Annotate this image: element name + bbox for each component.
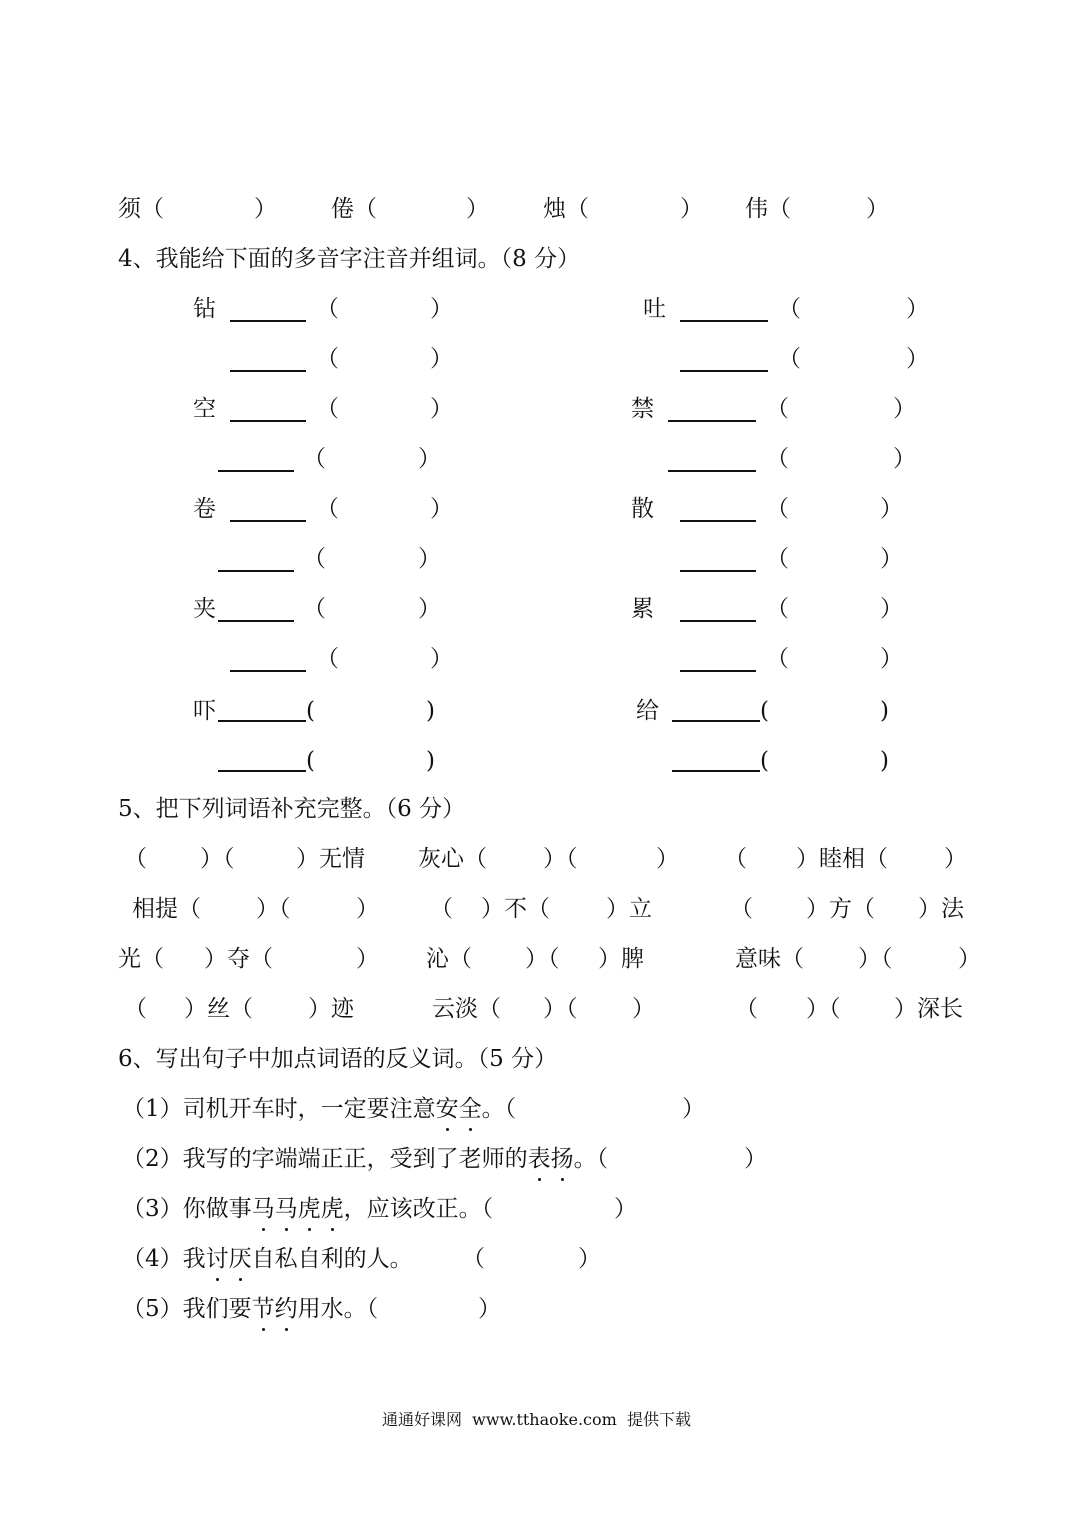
- q5-fragment: ）迹: [308, 996, 354, 1022]
- answer-blank[interactable]: [680, 520, 756, 522]
- dotted-char: 虎: [320, 1196, 344, 1222]
- answer-blank[interactable]: [230, 520, 306, 522]
- q4-char-juan: 卷: [193, 496, 216, 522]
- q5-fragment: （: [430, 896, 453, 922]
- q5-fragment: ）（: [543, 846, 578, 872]
- q6-sentence-4: [122, 1244, 413, 1274]
- paren-open: (: [760, 748, 769, 774]
- dotted-char: 扬: [550, 1146, 574, 1172]
- answer-blank[interactable]: [230, 370, 306, 372]
- q5-fragment: （: [730, 896, 753, 922]
- q5-title: 5、把下列词语补充完整。（6 分）: [118, 796, 466, 822]
- answer-blank[interactable]: [218, 570, 294, 572]
- paren-close: ）: [418, 446, 441, 472]
- paren-close: ）: [682, 1096, 705, 1122]
- paren-close: ）: [880, 596, 903, 622]
- char-wei: 伟（: [745, 196, 791, 222]
- q4-char-jin: 禁: [631, 396, 654, 422]
- q6-sentence-5: [122, 1294, 378, 1324]
- q6-sentence-2: [122, 1144, 608, 1174]
- paren-close: ）: [430, 646, 453, 672]
- q4-title: 4、我能给下面的多音字注音并组词。（8 分）: [118, 246, 581, 272]
- q5-fragment: ）: [356, 896, 379, 922]
- dotted-char: 马: [251, 1196, 275, 1222]
- sentence-text: （5）我们要: [122, 1296, 252, 1322]
- paren-open: (: [760, 698, 769, 724]
- q4-char-lei: 累: [631, 596, 654, 622]
- q5-fragment: ）（: [543, 996, 578, 1022]
- q5-fragment: 相提（: [132, 896, 201, 922]
- q5-fragment: ）脾: [598, 946, 644, 972]
- q5-fragment: ）: [944, 846, 967, 872]
- paren-open: （: [766, 446, 789, 472]
- sentence-text: 自私自利的人。: [251, 1246, 413, 1272]
- paren-close: ）: [466, 196, 489, 222]
- paren-close: ）: [430, 346, 453, 372]
- q5-fragment: ）丝（: [184, 996, 253, 1022]
- dotted-char: 讨: [205, 1246, 229, 1272]
- q5-fragment: ）深长: [894, 996, 963, 1022]
- paren-close: ）: [680, 196, 703, 222]
- answer-blank[interactable]: [680, 620, 756, 622]
- q5-fragment: ）（: [256, 896, 291, 922]
- paren-close: ）: [578, 1246, 601, 1272]
- paren-open: （: [778, 296, 801, 322]
- answer-blank[interactable]: [672, 770, 760, 772]
- dotted-char: 厌: [228, 1246, 252, 1272]
- answer-blank[interactable]: [230, 320, 306, 322]
- paren-close: ）: [744, 1146, 767, 1172]
- paren-open: （: [766, 596, 789, 622]
- paren-close: ): [426, 698, 435, 724]
- q5-fragment: （: [124, 846, 147, 872]
- paren-close: ）: [430, 296, 453, 322]
- sentence-text: （2）我写的字端端正正，受到了老师的: [122, 1146, 528, 1172]
- paren-close: ）: [893, 446, 916, 472]
- q5-fragment: （: [735, 996, 758, 1022]
- sentence-text: （3）你做事: [122, 1196, 252, 1222]
- paren-open: （: [766, 546, 789, 572]
- footer-credit: 通通好课网 www.tthaoke.com 提供下载: [382, 1410, 691, 1429]
- q5-fragment: ）: [656, 846, 679, 872]
- char-xu: 须（: [118, 196, 164, 222]
- answer-blank[interactable]: [680, 320, 768, 322]
- q4-char-jia: 夹: [193, 596, 216, 622]
- q5-fragment: 光（: [118, 946, 164, 972]
- answer-blank[interactable]: [680, 570, 756, 572]
- sentence-text: （1）司机开车时，一定要注意: [122, 1096, 436, 1122]
- dotted-char: 全: [458, 1096, 482, 1122]
- paren-open: （: [778, 346, 801, 372]
- q4-char-xia: 吓: [193, 698, 216, 724]
- paren-close: ）: [866, 196, 889, 222]
- q5-fragment: ）立: [606, 896, 652, 922]
- q4-char-gei: 给: [636, 698, 659, 724]
- dotted-char: 约: [274, 1296, 298, 1322]
- paren-close: ）: [478, 1296, 501, 1322]
- q5-fragment: ）（: [858, 946, 893, 972]
- paren-open: （: [462, 1246, 485, 1272]
- paren-open: （: [316, 496, 339, 522]
- q5-fragment: ）法: [918, 896, 964, 922]
- q5-fragment: （: [124, 996, 147, 1022]
- q5-fragment: 意味（: [735, 946, 804, 972]
- paren-close: ): [426, 748, 435, 774]
- paren-close: ）: [254, 196, 277, 222]
- paren-close: ）: [418, 546, 441, 572]
- paren-close: ): [880, 698, 889, 724]
- paren-close: ）: [430, 496, 453, 522]
- dotted-char: 表: [527, 1146, 551, 1172]
- dotted-char: 马: [274, 1196, 298, 1222]
- q5-fragment: ）夺（: [204, 946, 273, 972]
- dotted-char: 安: [435, 1096, 459, 1122]
- answer-blank[interactable]: [680, 670, 756, 672]
- answer-blank[interactable]: [680, 370, 768, 372]
- paren-open: （: [316, 646, 339, 672]
- q5-fragment: （: [724, 846, 747, 872]
- dotted-char: 虎: [297, 1196, 321, 1222]
- answer-blank[interactable]: [218, 770, 306, 772]
- paren-open: （: [766, 496, 789, 522]
- answer-blank[interactable]: [672, 720, 760, 722]
- q5-fragment: ）（: [200, 846, 235, 872]
- q5-fragment: ）方（: [806, 896, 875, 922]
- q4-char-zuan: 钻: [193, 296, 216, 322]
- sentence-text: （4）我: [122, 1246, 206, 1272]
- paren-open: （: [766, 396, 789, 422]
- paren-close: ）: [614, 1196, 637, 1222]
- answer-blank[interactable]: [668, 420, 756, 422]
- answer-blank[interactable]: [668, 470, 756, 472]
- paren-close: ): [880, 748, 889, 774]
- q5-fragment: ）: [632, 996, 655, 1022]
- paren-close: ）: [880, 646, 903, 672]
- char-zhu: 烛（: [543, 196, 589, 222]
- paren-close: ）: [418, 596, 441, 622]
- q5-fragment: 云淡（: [432, 996, 501, 1022]
- q5-fragment: ）无情: [296, 846, 365, 872]
- q6-sentence-1: [122, 1094, 516, 1124]
- paren-open: (: [306, 698, 315, 724]
- q5-fragment: ）睦相（: [796, 846, 888, 872]
- q5-fragment: ）（: [806, 996, 841, 1022]
- paren-open: （: [303, 446, 326, 472]
- dotted-char: 节: [251, 1296, 275, 1322]
- answer-blank[interactable]: [218, 470, 294, 472]
- paren-open: （: [316, 296, 339, 322]
- paren-close: ）: [906, 346, 929, 372]
- paren-close: ）: [880, 496, 903, 522]
- answer-blank[interactable]: [230, 670, 306, 672]
- answer-blank[interactable]: [230, 420, 306, 422]
- q4-char-tu: 吐: [643, 296, 666, 322]
- answer-blank[interactable]: [218, 620, 294, 622]
- q5-fragment: 灰心（: [418, 846, 487, 872]
- answer-blank[interactable]: [218, 720, 306, 722]
- sentence-text: 用水。（: [297, 1296, 379, 1322]
- q6-sentence-3: [122, 1194, 493, 1224]
- sentence-text: 。（: [481, 1096, 517, 1122]
- paren-open: （: [316, 346, 339, 372]
- char-juan: 倦（: [331, 196, 377, 222]
- paren-close: ）: [906, 296, 929, 322]
- q5-fragment: ）: [958, 946, 981, 972]
- paren-close: ）: [880, 546, 903, 572]
- q4-char-san: 散: [631, 496, 654, 522]
- q5-fragment: ）不（: [481, 896, 550, 922]
- paren-open: （: [766, 646, 789, 672]
- sentence-text: ，应该改正。（: [343, 1196, 494, 1222]
- q4-char-kong: 空: [193, 396, 216, 422]
- q5-fragment: 沁（: [426, 946, 472, 972]
- q5-fragment: ）（: [525, 946, 560, 972]
- paren-open: （: [303, 596, 326, 622]
- sentence-text: 。（: [573, 1146, 609, 1172]
- paren-open: （: [316, 396, 339, 422]
- q6-title: 6、写出句子中加点词语的反义词。（5 分）: [118, 1046, 558, 1072]
- paren-open: （: [303, 546, 326, 572]
- paren-close: ）: [893, 396, 916, 422]
- paren-close: ）: [430, 396, 453, 422]
- q5-fragment: ）: [356, 946, 379, 972]
- paren-open: (: [306, 748, 315, 774]
